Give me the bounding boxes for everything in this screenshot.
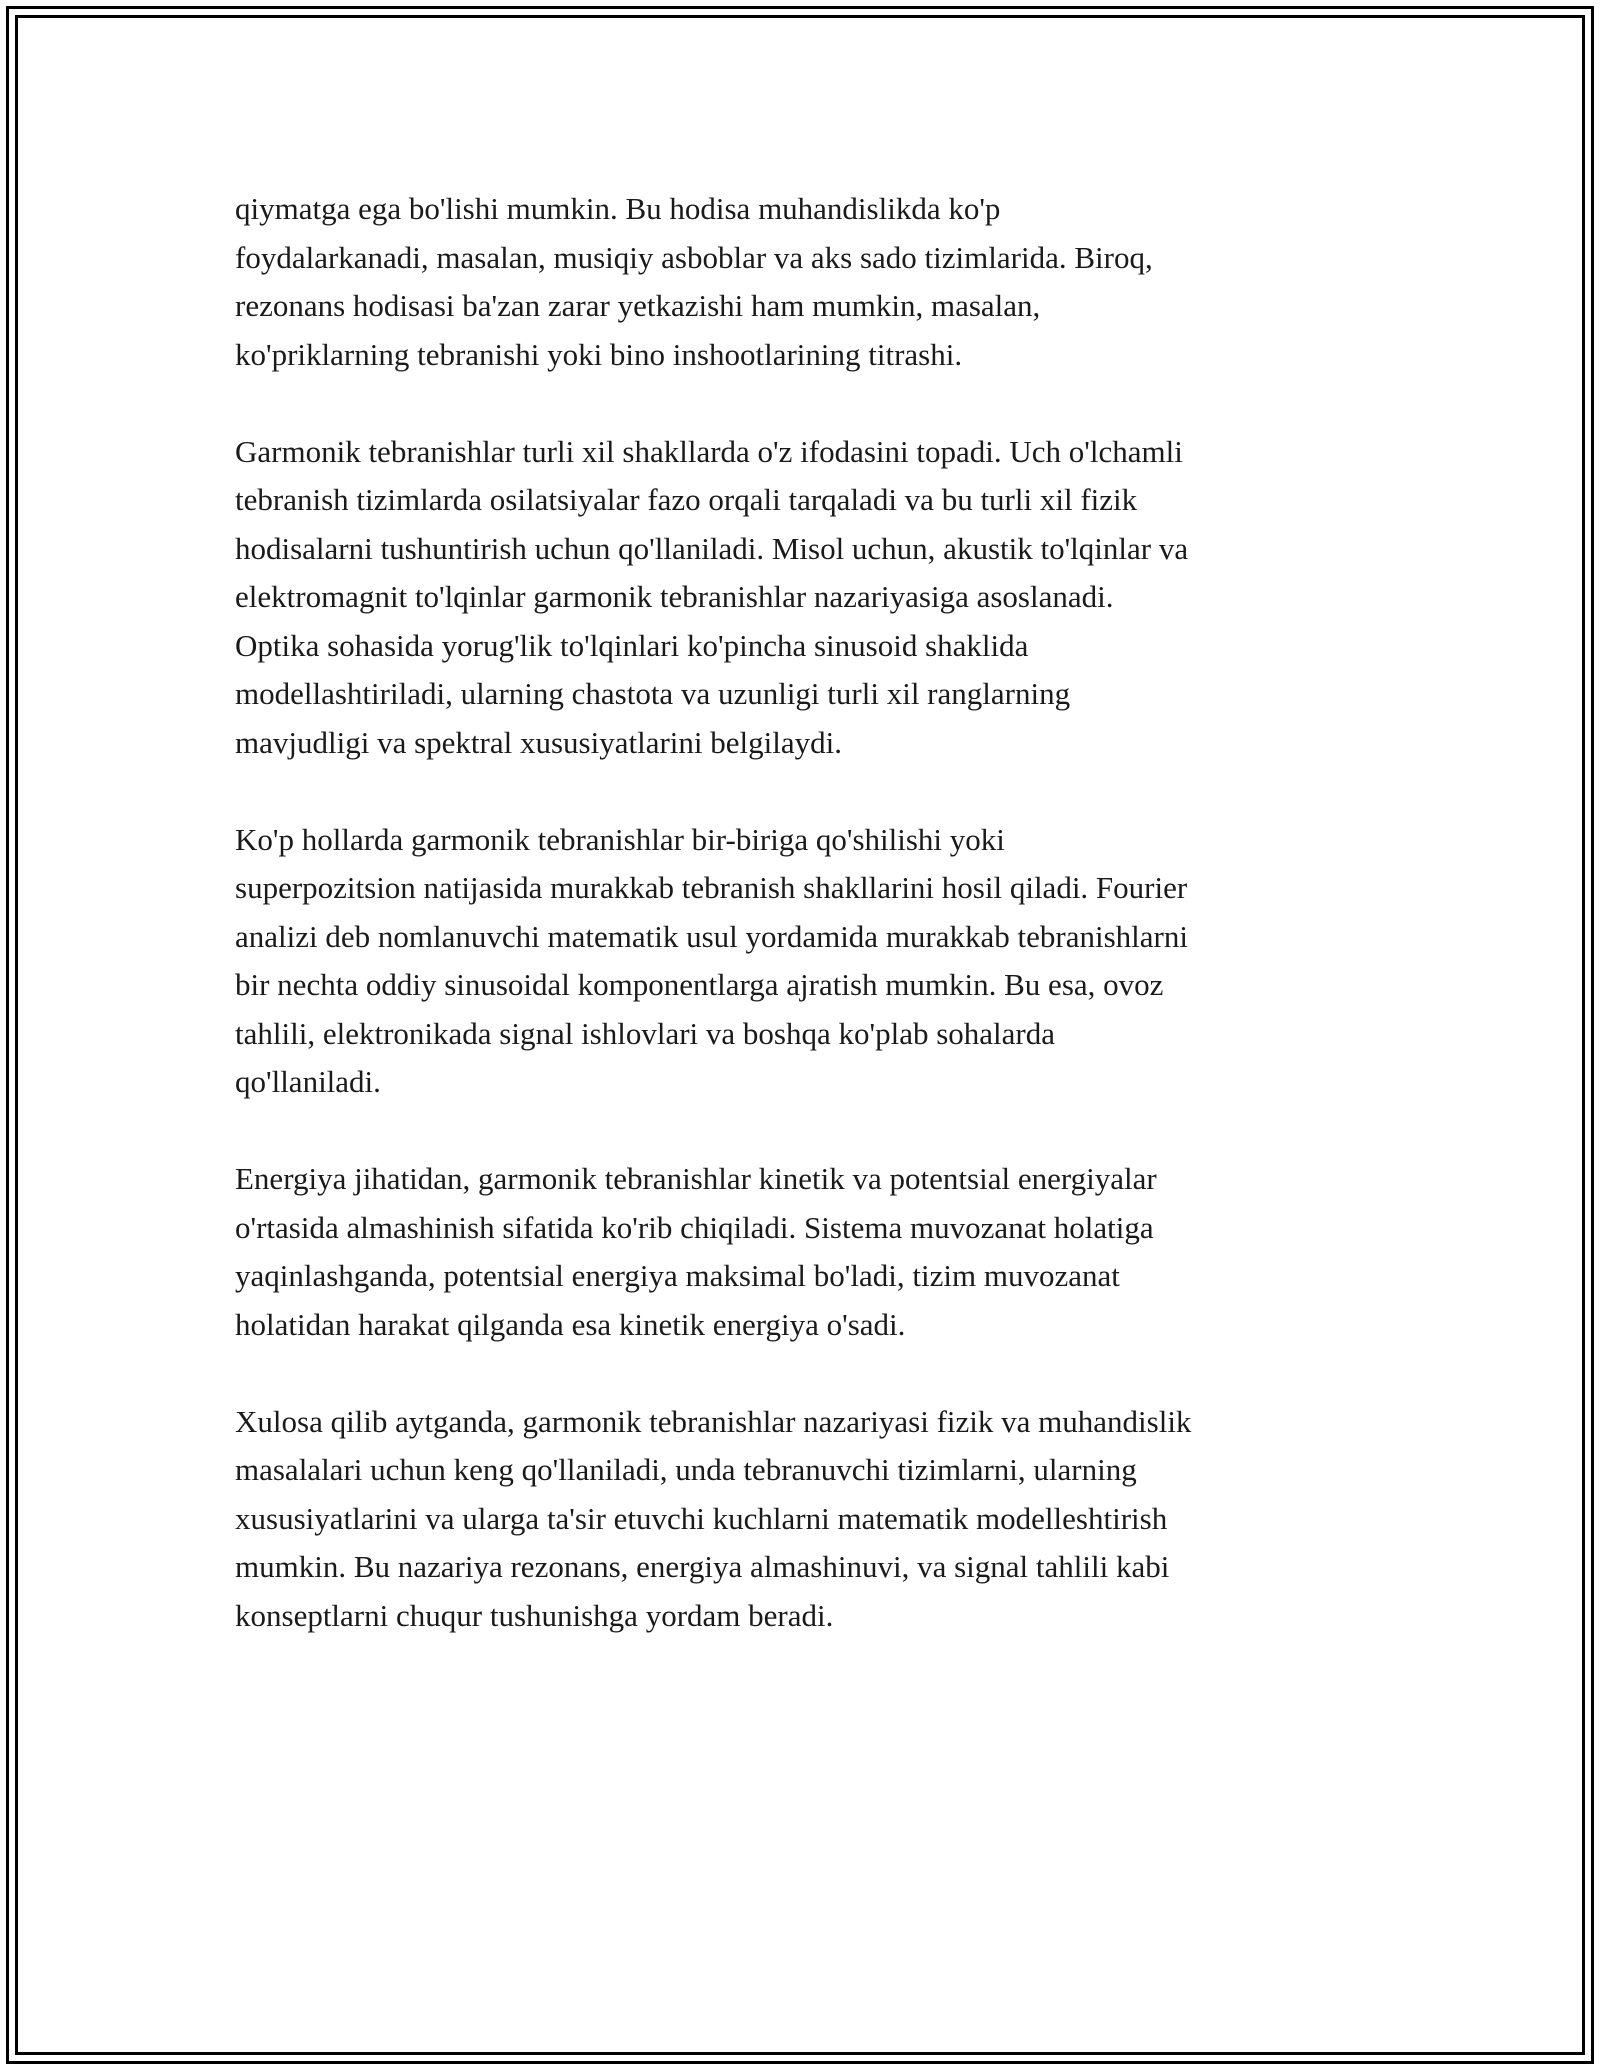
text-line: bir nechta oddiy sinusoidal komponentlarga ajratish mumkin. Bu esa, ovoz [235,967,1164,1002]
text-line: yaqinlashganda, potentsial energiya maksimal bo'ladi, tizim muvozanat [235,1258,1120,1293]
text-line: ko'priklarning tebranishi yoki bino inshootlarining titrashi. [235,336,963,372]
paragraph-energy [235,1155,1375,1349]
text-line: o'rtasida almashinish sifatida ko'rib chiqiladi. Sistema muvozanat holatiga [235,1209,1154,1245]
text-line: foydalarkanadi, masalan, musiqiy asboblar va aks sado tizimlarida. Biroq, [235,239,1153,275]
text-line: Garmonik tebranishlar turli xil shakllarda o'z ifodasini topadi. Uch o'lchamli [235,433,1183,469]
text-line: qiymatga ega bo'lishi mumkin. Bu hodisa muhandislikda ko'p [235,191,1001,226]
page-body-text [235,185,1375,1689]
text-line: rezonans hodisasi ba'zan zarar yetkazishi ham mumkin, masalan, [235,288,1041,323]
text-line: superpozitsion natijasida murakkab tebranish shakllarini hosil qiladi. Fourier [235,870,1188,905]
text-line: qo'llaniladi. [235,1064,381,1099]
paragraph-conclusion [235,1398,1375,1641]
text-line: tebranish tizimlarda osilatsiyalar fazo orqali tarqaladi va bu turli xil fizik [235,482,1138,517]
text-line: analizi deb nomlanuvchi matematik usul yordamida murakkab tebranishlarni [235,918,1188,954]
text-line: modellashtiriladi, ularning chastota va uzunligi turli xil ranglarning [235,676,1071,711]
text-line: elektromagnit to'lqinlar garmonik tebranishlar nazariyasiga asoslanadi. [235,579,1114,614]
text-line: tahlili, elektronikada signal ishlovlari va boshqa ko'plab sohalarda [235,1015,1055,1051]
text-line: Xulosa qilib aytganda, garmonik tebranishlar nazariyasi fizik va muhandislik [235,1403,1192,1439]
paragraph-superposition [235,816,1375,1107]
text-line: masalalari uchun keng qo'llaniladi, unda tebranuvchi tizimlarni, ularning [235,1452,1137,1487]
text-line: Energiya jihatidan, garmonik tebranishlar kinetik va potentsial energiyalar [235,1161,1157,1196]
text-line: mumkin. Bu nazariya rezonans, energiya almashinuvi, va signal tahlili kabi [235,1549,1170,1584]
text-line: hodisalarni tushuntirish uchun qo'llaniladi. Misol uchun, akustik to'lqinlar va [235,530,1189,566]
text-line: Ko'p hollarda garmonik tebranishlar bir-biriga qo'shilishi yoki [235,821,1005,857]
text-line: xususiyatlarini va ularga ta'sir etuvchi kuchlarni matematik modelleshtirish [235,1500,1168,1536]
text-line: mavjudligi va spektral xususiyatlarini belgilaydi. [235,724,842,760]
paragraph-resonance [235,185,1375,379]
text-line: konseptlarni chuqur tushunishga yordam beradi. [235,1597,834,1633]
text-line: Optika sohasida yorug'lik to'lqinlari ko'pincha sinusoid shaklida [235,627,1029,663]
text-line: holatidan harakat qilganda esa kinetik energiya o'sadi. [235,1306,906,1342]
paragraph-forms [235,428,1375,768]
